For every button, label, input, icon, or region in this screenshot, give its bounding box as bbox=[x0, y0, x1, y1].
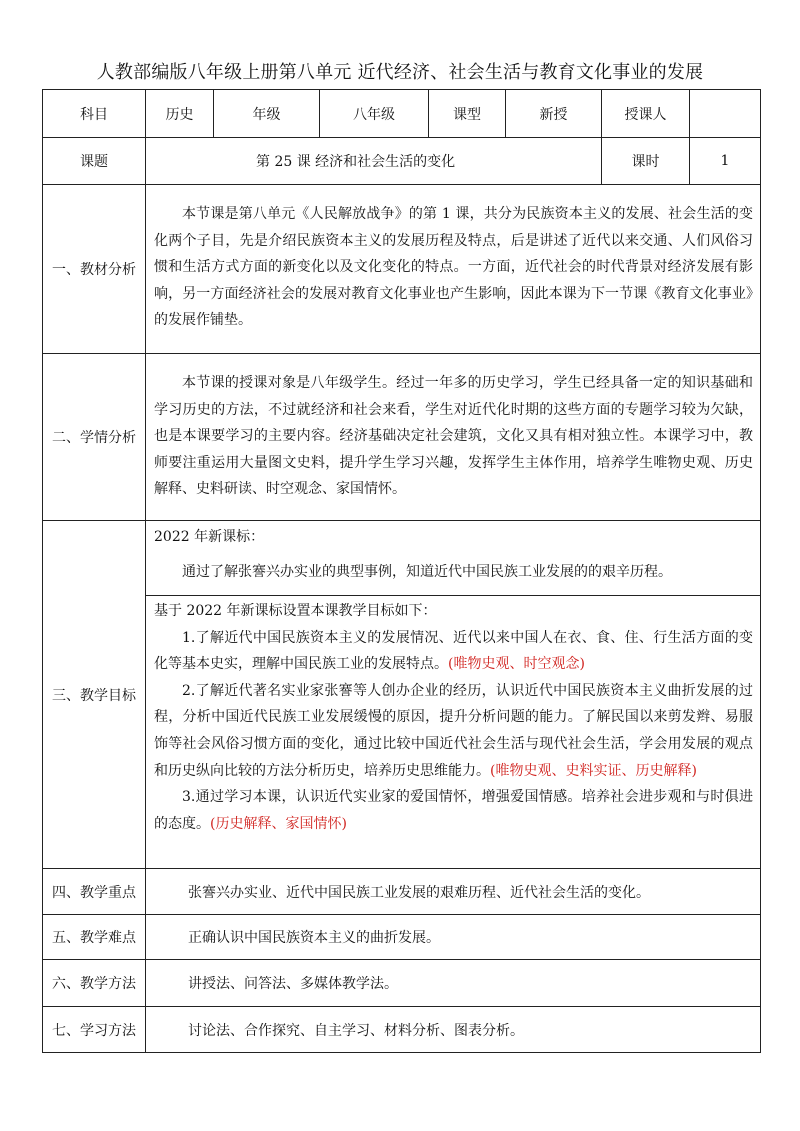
goal-1-tag: (唯物史观、时空观念) bbox=[448, 656, 585, 673]
section-label: 六、教学方法 bbox=[43, 960, 146, 1007]
goal-2-tag: (唯物史观、史料实证、历史解释) bbox=[490, 762, 697, 779]
section-text: 讲授法、问答法、多媒体教学法。 bbox=[146, 960, 761, 1007]
section-label: 一、教材分析 bbox=[43, 185, 146, 354]
section-learning-methods bbox=[43, 1007, 761, 1053]
goal-3-text: 3.通过学习本课，认识近代实业家的爱国情怀，增强爱国情感。培养社会进步观和与时俱进的态度。 bbox=[154, 789, 753, 832]
section-label: 七、学习方法 bbox=[43, 1007, 146, 1053]
lesson-title: 第 25 课 经济和社会生活的变化 bbox=[146, 138, 602, 185]
lesson-label: 课题 bbox=[43, 138, 146, 185]
section-teaching-goals bbox=[43, 596, 761, 869]
hours-label: 课时 bbox=[602, 138, 690, 185]
section-text: 张謇兴办实业、近代中国民族工业发展的艰难历程、近代社会生活的变化。 bbox=[146, 869, 761, 915]
teacher-label: 授课人 bbox=[602, 90, 690, 138]
type-label: 课型 bbox=[429, 90, 506, 138]
lesson-row bbox=[43, 138, 761, 185]
section-text: 本节课是第八单元《人民解放战争》的第 1 课，共分为民族资本主义的发展、社会生活的变化两个子目，先是介绍民族资本主义的发展历程及特点，后是讲述了近代以来交通、人们风俗习惯和生活方式方面的新变化以及文化变化的特点。一方面，近代社会的时代背景对经济发展有影响，另一方面经济社会的发展对教育文化事业也产生影响，因此本课为下一节课《教育文化事业》的发展作铺垫。 bbox=[154, 206, 753, 329]
section-difficulties bbox=[43, 915, 761, 960]
section-key-points bbox=[43, 869, 761, 915]
section-standard bbox=[43, 521, 761, 596]
goal-3-tag: (历史解释、家国情怀) bbox=[210, 815, 347, 832]
subject-label: 科目 bbox=[43, 90, 146, 138]
grade-value: 八年级 bbox=[320, 90, 429, 138]
section-text: 讨论法、合作探究、自主学习、材料分析、图表分析。 bbox=[146, 1007, 761, 1053]
header-row bbox=[43, 90, 761, 138]
goal-2-text: 2.了解近代著名实业家张謇等人创办企业的经历，认识近代中国民族资本主义曲折发展的过程，分析中国近代民族工业发展缓慢的原因，提升分析问题的能力。了解民国以来剪发辫、易服饰等社会风俗习惯方面的变化，通过比较中国近代社会生活与现代社会生活，学会用发展的观点和历史纵向比较的方法分析历史，培养历史思维能力。 bbox=[154, 682, 753, 779]
type-value: 新授 bbox=[506, 90, 602, 138]
section-label: 三、教学目标 bbox=[43, 521, 146, 869]
section-student-analysis bbox=[43, 354, 761, 521]
grade-label: 年级 bbox=[214, 90, 320, 138]
section-label: 四、教学重点 bbox=[43, 869, 146, 915]
section-teaching-methods bbox=[43, 960, 761, 1007]
document-title: 人教部编版八年级上册第八单元 近代经济、社会生活与教育文化事业的发展 bbox=[96, 62, 704, 83]
subject-value: 历史 bbox=[146, 90, 214, 138]
goal-1 bbox=[154, 625, 753, 678]
goal-2 bbox=[154, 678, 753, 784]
section-label: 二、学情分析 bbox=[43, 354, 146, 521]
goal-intro: 基于 2022 年新课标设置本课教学目标如下： bbox=[154, 603, 437, 619]
section-label: 五、教学难点 bbox=[43, 915, 146, 960]
standard-text: 通过了解张謇兴办实业的典型事例，知道近代中国民族工业发展的的艰辛历程。 bbox=[182, 563, 672, 580]
section-text: 本节课的授课对象是八年级学生。经过一年多的历史学习，学生已经具备一定的知识基础和学习历史的方法，不过就经济和社会来看，学生对近代化时期的这些方面的专题学习较为欠缺，也是本课要学习的主要内容。经济基础决定社会建筑，文化又具有相对独立性。本课学习中，教师要注重运用大量图文史料，提升学生学习兴趣，发挥学生主体作用，培养学生唯物史观、历史解释、史料研读、时空观念、家国情怀。 bbox=[154, 375, 753, 498]
hours-value: 1 bbox=[690, 138, 761, 185]
goal-1-text: 1.了解近代中国民族资本主义的发展情况、近代以来中国人在衣、食、住、行生活方面的变化等基本史实，理解中国民族工业的发展特点。 bbox=[154, 629, 753, 673]
teacher-value bbox=[690, 90, 761, 138]
goal-3 bbox=[154, 784, 753, 837]
lesson-plan-table bbox=[42, 89, 761, 1053]
section-text: 正确认识中国民族资本主义的曲折发展。 bbox=[146, 915, 761, 960]
standard-title: 2022 年新课标： bbox=[154, 529, 265, 545]
section-textbook-analysis bbox=[43, 185, 761, 354]
